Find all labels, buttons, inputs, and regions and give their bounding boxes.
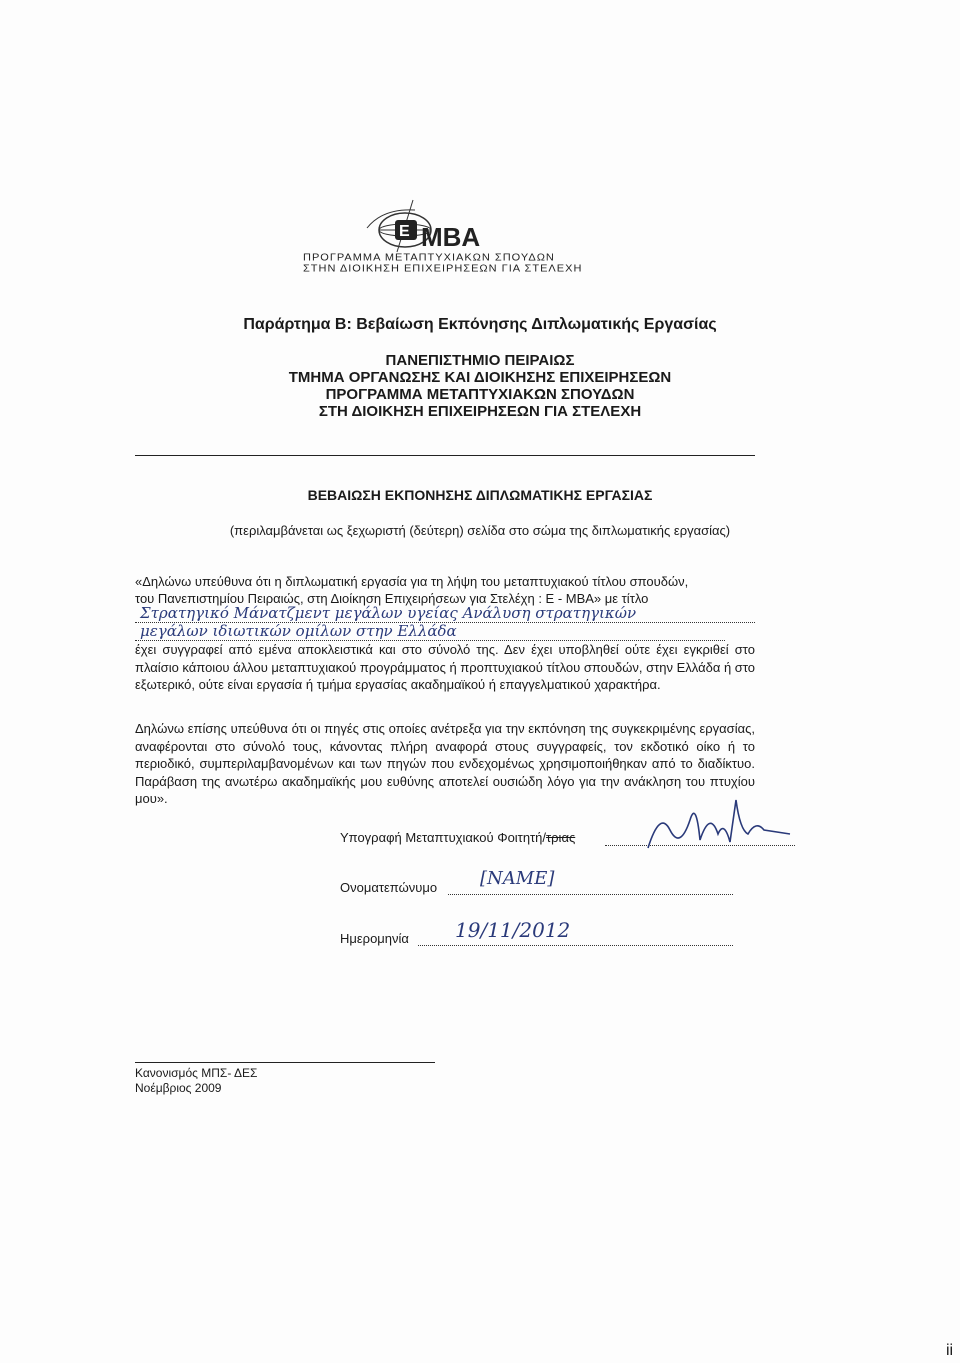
date-line <box>418 945 733 946</box>
full-name-line <box>448 894 733 895</box>
page-number: ii <box>946 1342 954 1359</box>
date-value: 19/11/2012 <box>455 918 571 942</box>
footer-date: Νοέμβριος 2009 <box>135 1081 222 1095</box>
footer-divider <box>135 1062 435 1063</box>
university-line-2: ΤΜΗΜΑ ΟΡΓΑΝΩΣΗΣ ΚΑΙ ΔΙΟΙΚΗΣΗΣ ΕΠΙΧΕΙΡΗΣΕΩΝ <box>288 369 672 386</box>
full-name-value: [NAME] <box>480 868 555 889</box>
signature-label: Υπογραφή Μεταπτυχιακού Φοιτητή/τριας <box>340 830 576 845</box>
globe-logo-icon <box>255 198 615 254</box>
declaration-line-1: «Δηλώνω υπεύθυνα ότι η διπλωματική εργασία για τη λήψη του μεταπτυχιακού τίτλου σπουδών, <box>135 574 689 589</box>
university-line-1: ΠΑΝΕΠΙΣΤΗΜΙΟ ΠΕΙΡΑΙΩΣ <box>385 352 575 369</box>
svg-text:E: E <box>399 223 410 240</box>
handwritten-signature-icon <box>640 790 800 860</box>
logo-subtitle-line-2: ΣΤΗΝ ΔΙΟΙΚΗΣΗ ΕΠΙΧΕΙΡΗΣΕΩΝ ΓΙΑ ΣΤΕΛΕΧΗ <box>303 263 583 275</box>
date-label: Ημερομηνία <box>340 931 409 946</box>
declaration-paragraph: έχει συγγραφεί από εμένα αποκλειστικά και στο σύνολό της. Δεν έχει υποβληθεί ούτε έχει εγκριθεί στο πλαίσιο κάποιου άλλου μεταπτυχιακού προγράμματος ή προπτυχιακού τίτλου σπουδών, στην Ελλάδα ή στο εξωτερικό, ούτε είναι εργασία ή τμήμα εργασίας ακαδημαϊκού ή επαγγελματικού χαρακτήρα. <box>135 642 756 692</box>
header-divider <box>135 455 755 456</box>
university-line-4: ΣΤΗ ΔΙΟΙΚΗΣΗ ΕΠΙΧΕΙΡΗΣΕΩΝ ΓΙΑ ΣΤΕΛΕΧΗ <box>318 403 642 420</box>
full-name-label: Ονοματεπώνυμο <box>340 880 438 895</box>
svg-text:MBA: MBA <box>421 222 481 252</box>
university-line-3: ΠΡΟΓΡΑΜΜΑ ΜΕΤΑΠΤΥΧΙΑΚΩΝ ΣΠΟΥΔΩΝ <box>325 386 635 403</box>
logo-subtitle-line-1: ΠΡΟΓΡΑΜΜΑ ΜΕΤΑΠΤΥΧΙΑΚΩΝ ΣΠΟΥΔΩΝ <box>303 252 555 264</box>
appendix-title: Παράρτημα Β: Βεβαίωση Εκπόνησης Διπλωματικής Εργασίας <box>243 316 717 333</box>
certificate-title: ΒΕΒΑΙΩΣΗ ΕΚΠΟΝΗΣΗΣ ΔΙΠΛΩΜΑΤΙΚΗΣ ΕΡΓΑΣΙΑΣ <box>307 487 653 503</box>
footer-regulation: Κανονισμός ΜΠΣ- ΔΕΣ <box>135 1066 258 1080</box>
handwritten-title-line-2: μεγάλων ιδιωτικών ομίλων στην Ελλάδα <box>140 622 457 640</box>
handwritten-title-line-1: Στρατηγικό Μάνατζμεντ μεγάλων υγείας Ανάλυση στρατηγικών <box>140 604 637 622</box>
declaration-line-2: του Πανεπιστημίου Πειραιώς, στη Διοίκηση Επιχειρήσεων για Στελέχη : Ε - ΜΒΑ» με τίτλο <box>135 591 649 606</box>
certificate-subtitle: (περιλαμβάνεται ως ξεχωριστή (δεύτερη) σελίδα στο σώμα της διπλωματικής εργασίας) <box>229 523 731 538</box>
sources-declaration-paragraph: Δηλώνω επίσης υπεύθυνα ότι οι πηγές στις οποίες ανέτρεξα για την εκπόνηση της συγκεκριμένης εργασίας, αναφέρονται στο σύνολό τους, κάνοντας πλήρη αναφορά στους συγγραφείς, τον εκδοτικό οίκο ή το περιοδικό, συμπεριλαμβανομένων και των πηγών που ενδεχομένως χρησιμοποιήθηκαν από το διαδίκτυο. Παράβαση της ανωτέρω ακαδημαϊκής μου ευθύνης αποτελεί ουσιώδη λόγο για την ανάκληση του πτυχίου μου». <box>135 721 755 806</box>
emba-logo <box>255 198 615 278</box>
